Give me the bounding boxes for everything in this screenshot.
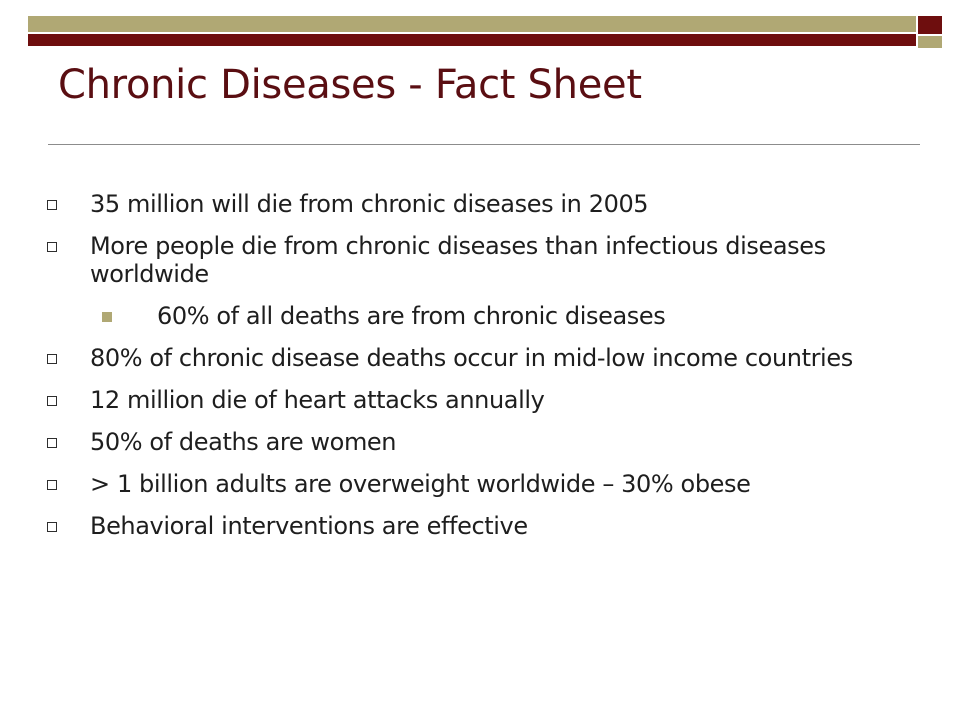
hollow-square-icon bbox=[47, 200, 57, 210]
hollow-square-icon bbox=[47, 438, 57, 448]
bullet-text: > 1 billion adults are overweight worldwide – 30% obese bbox=[90, 470, 751, 498]
hollow-square-icon bbox=[47, 522, 57, 532]
bullet-item bbox=[44, 512, 924, 540]
bullet-item bbox=[44, 386, 924, 414]
bullet-item bbox=[44, 190, 924, 218]
bullet-text: More people die from chronic diseases than infectious diseases worldwide bbox=[90, 232, 826, 288]
banner-corner-maroon bbox=[918, 16, 942, 34]
bullet-item bbox=[44, 470, 924, 498]
bullet-text: 35 million will die from chronic diseases in 2005 bbox=[90, 190, 649, 218]
slide-body bbox=[44, 190, 924, 554]
banner-corner-olive bbox=[918, 36, 942, 48]
bullet-list bbox=[44, 190, 924, 540]
filled-square-icon bbox=[102, 312, 112, 322]
banner-maroon-bar bbox=[28, 34, 916, 46]
sub-bullet-item bbox=[102, 302, 924, 330]
slide-title: Chronic Diseases - Fact Sheet bbox=[58, 62, 642, 108]
bullet-text: 12 million die of heart attacks annually bbox=[90, 386, 545, 414]
hollow-square-icon bbox=[47, 396, 57, 406]
bullet-item bbox=[44, 428, 924, 456]
hollow-square-icon bbox=[47, 242, 57, 252]
sub-bullet-text: 60% of all deaths are from chronic diseases bbox=[157, 302, 666, 330]
banner-olive-bar bbox=[28, 16, 916, 32]
hollow-square-icon bbox=[47, 480, 57, 490]
bullet-item bbox=[44, 232, 924, 288]
bullet-text: 50% of deaths are women bbox=[90, 428, 397, 456]
bullet-text: 80% of chronic disease deaths occur in mid-low income countries bbox=[90, 344, 853, 372]
bullet-item bbox=[44, 344, 924, 372]
hollow-square-icon bbox=[47, 354, 57, 364]
bullet-text: Behavioral interventions are effective bbox=[90, 512, 528, 540]
title-divider bbox=[48, 144, 920, 145]
